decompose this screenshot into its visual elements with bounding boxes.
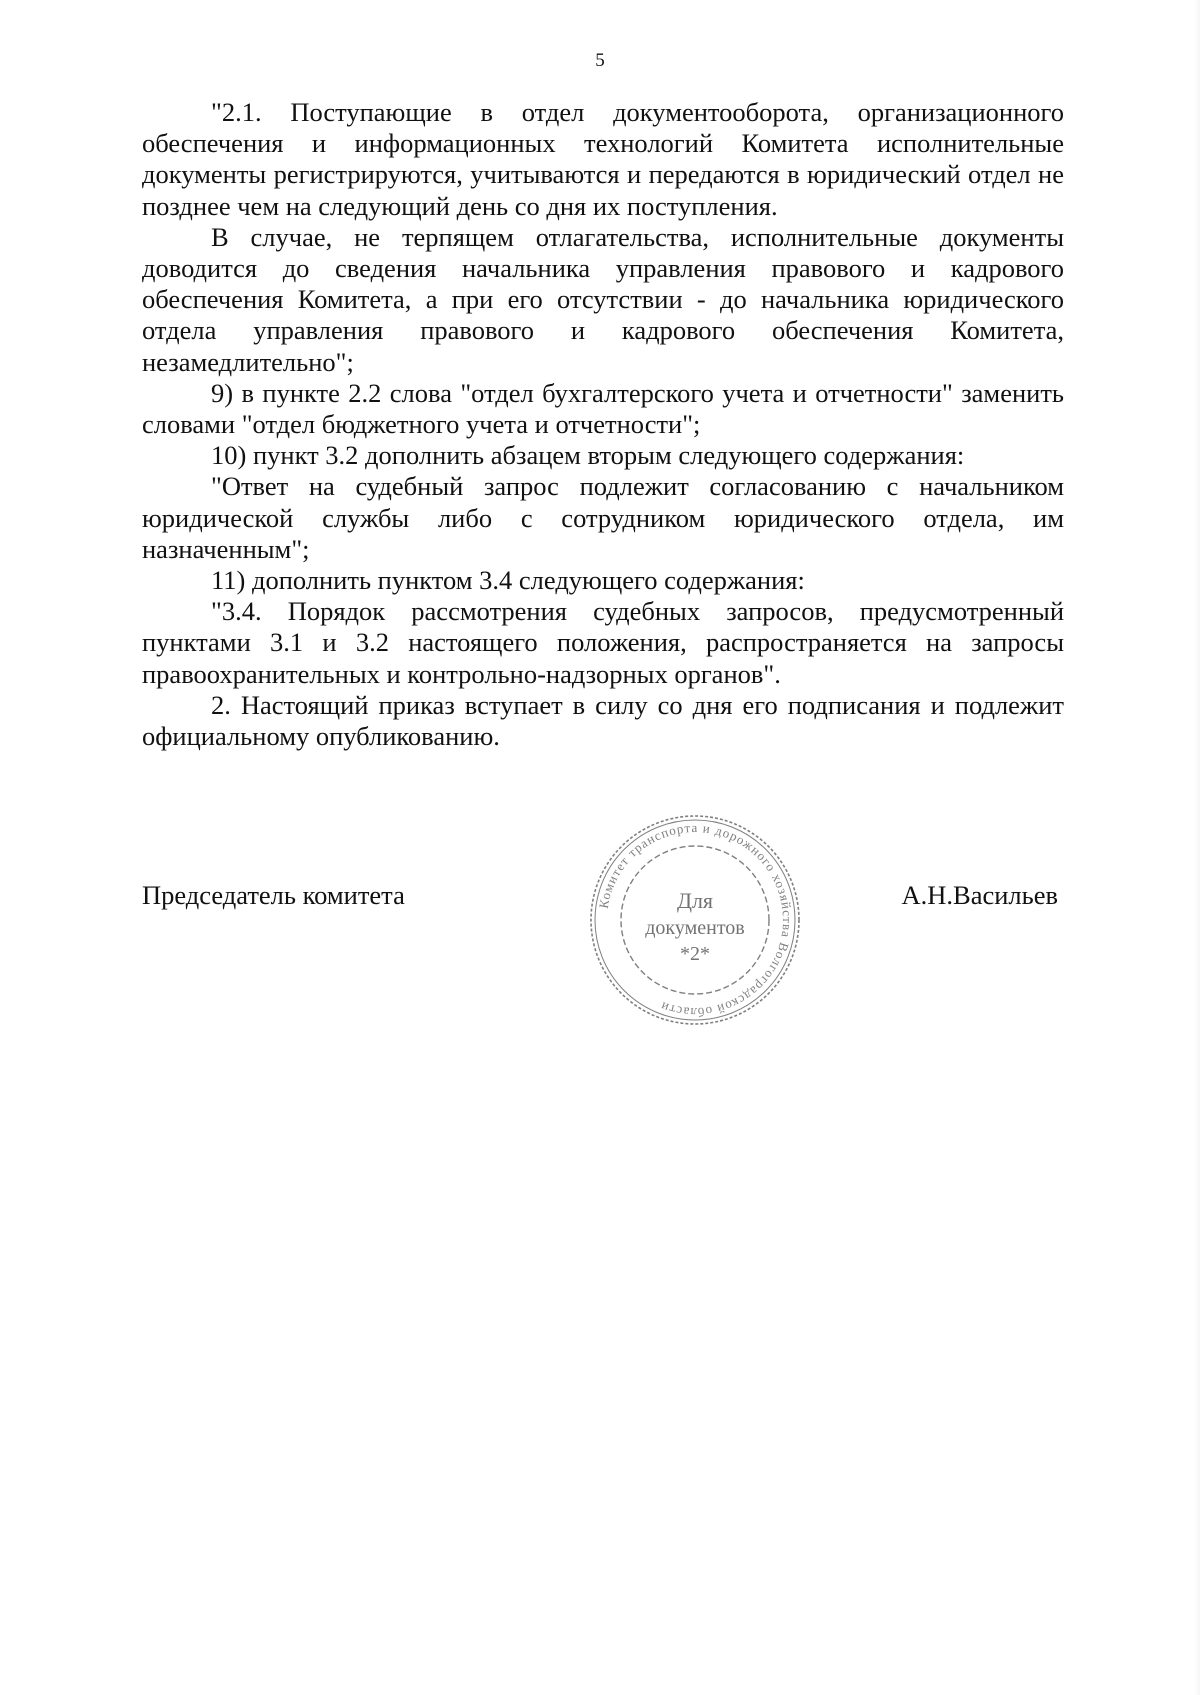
- signatory-title: Председатель комитета: [142, 880, 405, 910]
- stamp-line-1: Для: [676, 888, 714, 913]
- scan-edge-shadow: [1194, 0, 1200, 1695]
- stamp-ring-text: Комитет транспорта и дорожного хозяйства Волгоградской области: [595, 819, 796, 1021]
- seal-stamp: [575, 800, 815, 1040]
- signatory-name: А.Н.Васильев: [901, 880, 1058, 910]
- page-number: 5: [595, 50, 605, 71]
- document-body: [142, 97, 1064, 752]
- paragraph-court-reply: "Ответ на судебный запрос подлежит согласованию с начальником юридической службы либо с сотрудником юридического отдела, им назначенным";: [142, 471, 1064, 564]
- paragraph-item-9: 9) в пункте 2.2 слова "отдел бухгалтерского учета и отчетности" заменить словами "отдел бюджетного учета и отчетности";: [142, 377, 1064, 440]
- paragraph-3-4: "3.4. Порядок рассмотрения судебных запросов, предусмотренный пунктами 3.1 и 3.2 настоящего положения, распространяется на запросы правоохранительных и контрольно-надзорных органов".: [142, 596, 1064, 689]
- paragraph-item-10: 10) пункт 3.2 дополнить абзацем вторым следующего содержания:: [211, 440, 965, 471]
- stamp-line-2: документов: [645, 917, 745, 939]
- stamp-line-3: *2*: [680, 943, 710, 965]
- paragraph-item-11: 11) дополнить пунктом 3.4 следующего содержания:: [211, 565, 805, 596]
- paragraph-urgent-case: В случае, не терпящем отлагательства, исполнительные документы доводится до сведения начальника управления правового и кадрового обеспечения Комитета, а при его отсутствии - до начальника юридического отдела управления правового и кадрового обеспечения Комитета, незамедлительно";: [142, 221, 1064, 377]
- paragraph-effective: 2. Настоящий приказ вступает в силу со дня его подписания и подлежит официальному опубликованию.: [142, 689, 1064, 752]
- paragraph-2-1: "2.1. Поступающие в отдел документооборота, организационного обеспечения и информационных технологий Комитета исполнительные документы регистрируются, учитываются и передаются в юридический отдел не позднее чем на следующий день со дня их поступления.: [142, 97, 1064, 221]
